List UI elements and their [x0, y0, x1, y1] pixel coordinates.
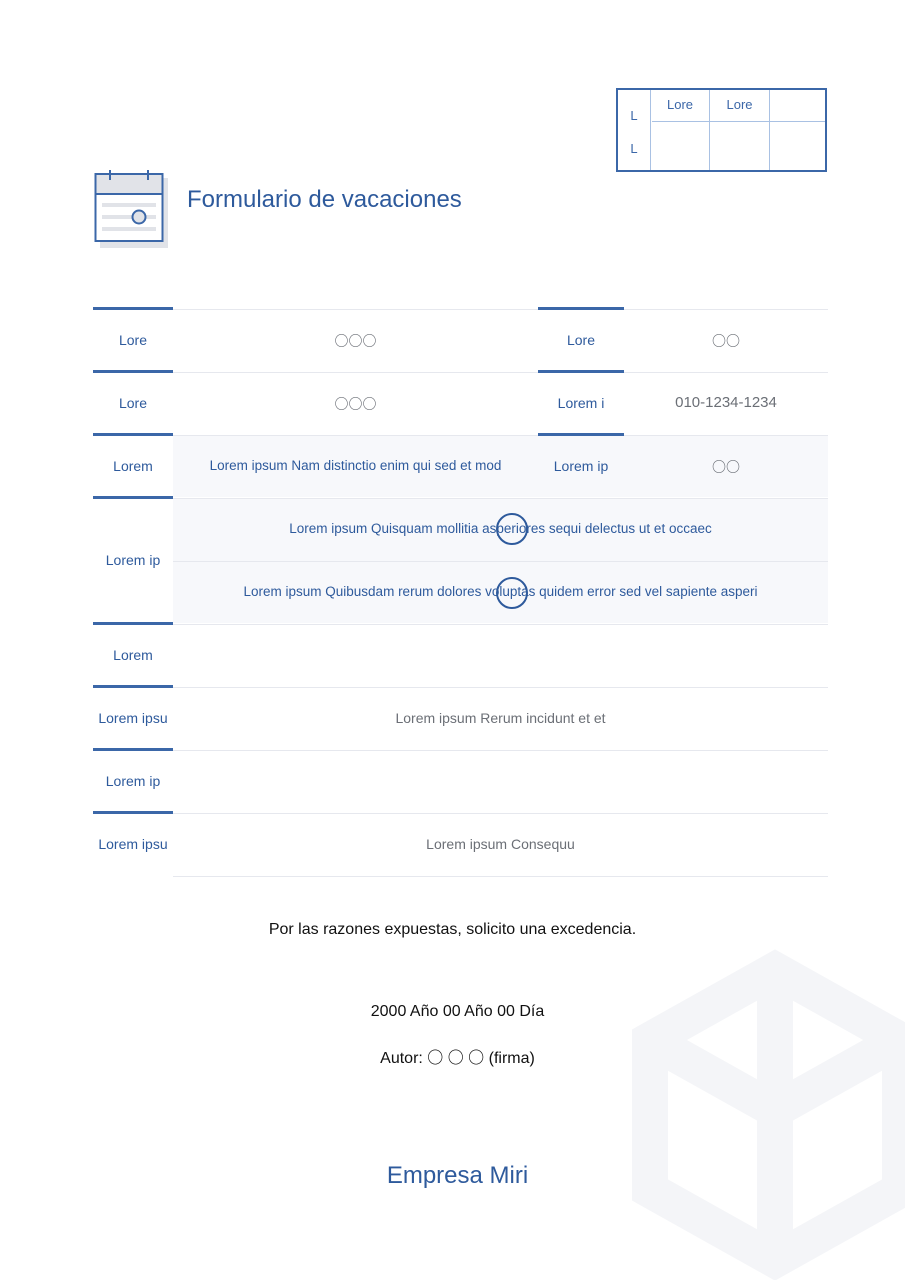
field-label: Lorem ip: [105, 552, 161, 568]
field-value: 〇〇〇: [334, 396, 377, 412]
field-label: Lorem ip: [553, 458, 609, 474]
selection-circle-icon: [496, 577, 528, 609]
field-label: Lorem ip: [105, 773, 161, 789]
field-label: Lorem i: [557, 395, 605, 411]
date-line: 2000 Año 00 Año 00 Día: [370, 1003, 545, 1020]
field-value: 〇〇: [712, 333, 740, 349]
field-label: Lore: [118, 332, 148, 348]
approval-row-label: L: [630, 108, 638, 123]
request-statement: Por las razones expuestas, solicito una excedencia.: [268, 921, 637, 938]
field-label: Lorem ipsu: [98, 710, 168, 726]
approval-table: [616, 88, 827, 172]
approval-col-header: Lore: [726, 97, 753, 112]
phone-value: 010-1234-1234: [675, 394, 777, 411]
field-value: Lorem ipsum Consequu: [426, 836, 575, 852]
field-label: Lorem ipsu: [98, 836, 168, 852]
approval-row-label: L: [630, 141, 638, 156]
field-value: 〇〇〇: [334, 333, 377, 349]
option-item[interactable]: Lorem ipsum Quibusdam rerum dolores voluptas quidem error sed vel sapiente asperi: [243, 584, 758, 599]
field-label: Lorem: [113, 647, 153, 663]
option-item[interactable]: Lorem ipsum Quisquam mollitia asperiores sequi delectus ut et occaec: [289, 521, 712, 536]
watermark-cube-icon: [600, 930, 905, 1280]
company-name: Empresa Miri: [386, 1162, 529, 1189]
field-label: Lore: [118, 395, 148, 411]
field-value: 〇〇: [712, 459, 740, 475]
page-title: Formulario de vacaciones: [187, 186, 462, 213]
author-signature-line: Autor: 〇 〇 〇 (firma): [380, 1050, 535, 1067]
approval-col-header: Lore: [666, 97, 694, 112]
field-value: Lorem ipsum Nam distinctio enim qui sed et mod: [209, 458, 502, 473]
field-label: Lorem: [113, 458, 153, 474]
calendar-document-icon: [94, 170, 174, 252]
field-value: Lorem ipsum Rerum incidunt et et: [395, 710, 606, 726]
selection-circle-icon: [496, 513, 528, 545]
field-label: Lore: [566, 332, 596, 348]
